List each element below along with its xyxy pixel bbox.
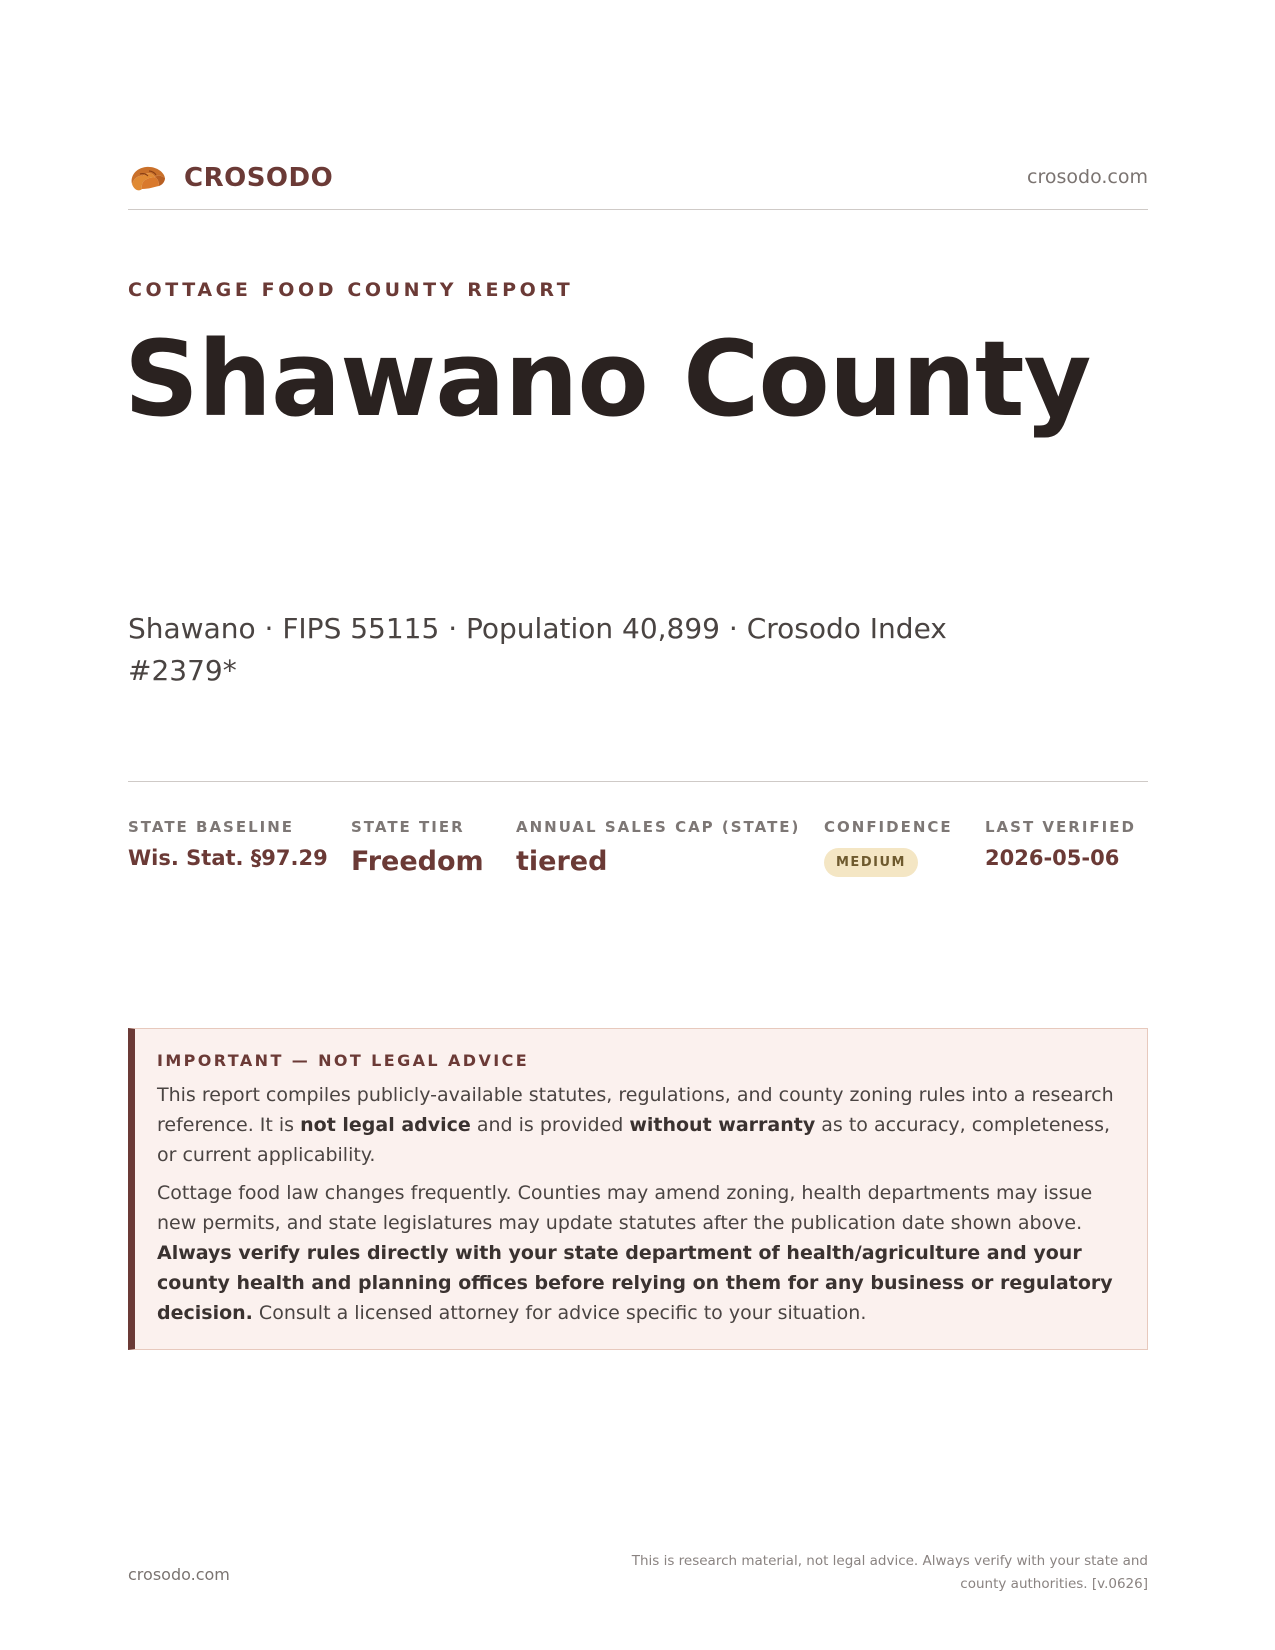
stat-value: tiered [516,846,608,877]
page-header [128,158,1148,210]
notice-text: This report compiles publicly-available statutes, regulations, and county zoning rules into a research reference. It is [157,1084,1114,1136]
footer-site-url[interactable]: crosodo.com [128,1565,230,1584]
stat-annual-sales-cap [516,818,800,877]
notice-heading: IMPORTANT — NOT LEGAL ADVICE [157,1051,530,1070]
page-title: Shawano County [124,318,1091,440]
stat-label: STATE BASELINE [128,818,295,836]
stat-state-baseline [128,818,328,870]
stat-label: STATE TIER [351,818,465,836]
brand[interactable] [128,160,333,196]
croissant-icon [128,160,168,196]
brand-name: CROSODO [184,163,334,193]
stat-value: Freedom [351,846,484,877]
stat-label: LAST VERIFIED [985,818,1136,836]
stat-value: 2026-05-06 [985,846,1120,870]
stat-value: Wis. Stat. §97.29 [128,846,328,870]
site-url-link[interactable]: crosodo.com [1027,166,1148,188]
report-eyebrow: COTTAGE FOOD COUNTY REPORT [128,279,574,301]
county-meta-line: Shawano · FIPS 55115 · Population 40,899 · Crosodo Index #2379* [128,612,947,687]
notice-text: Consult a licensed attorney for advice specific to your situation. [252,1302,867,1324]
notice-paragraph-2 [157,1178,1121,1328]
report-page [124,0,1148,1650]
notice-text: and is provided [470,1114,630,1136]
notice-text: as to accuracy, completeness, or current applicability. [157,1114,1111,1166]
footer-disclaimer: This is research material, not legal advice. Always verify with your state and county authorities. [v.0626] [631,1553,1148,1592]
stat-state-tier [351,818,484,877]
confidence-badge: MEDIUM [824,848,918,877]
notice-paragraph-1 [157,1080,1121,1170]
stats-row [128,781,1148,877]
stat-last-verified [985,818,1136,870]
notice-bold-text: not legal advice [300,1114,471,1136]
stat-label: CONFIDENCE [824,818,953,836]
stat-label: ANNUAL SALES CAP (STATE) [516,818,801,836]
stat-confidence [824,818,953,877]
notice-bold-text: without warranty [629,1114,816,1136]
legal-notice [128,1028,1148,1350]
notice-text: Cottage food law changes frequently. Counties may amend zoning, health departments may issue new permits, and state legislatures may update statutes after the publication date shown above. [157,1182,1093,1234]
notice-bold-text: Always verify rules directly with your state department of health/agriculture and your county health and planning offices before relying on them for any business or regulatory decision. [157,1242,1113,1324]
